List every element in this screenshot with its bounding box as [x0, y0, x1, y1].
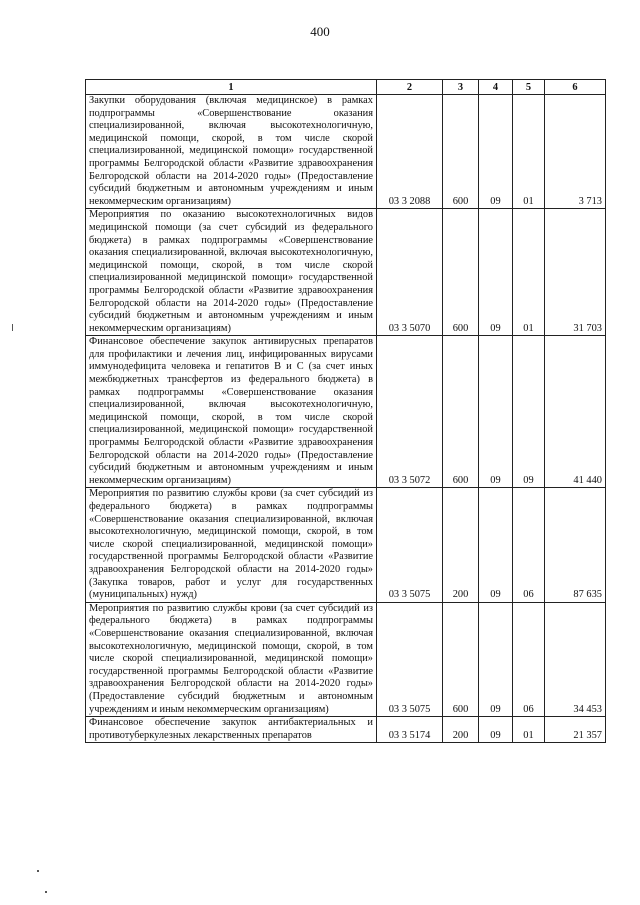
row-target-code: 03 3 5070 — [377, 209, 443, 336]
row-target-code: 03 3 5075 — [377, 602, 443, 716]
table-row — [86, 717, 606, 743]
row-target-code: 03 3 5072 — [377, 336, 443, 488]
row-section: 09 — [479, 209, 513, 336]
scan-mark — [37, 870, 39, 872]
row-section: 09 — [479, 336, 513, 488]
row-subsection: 01 — [513, 717, 545, 743]
scan-mark — [12, 324, 13, 331]
row-section: 09 — [479, 717, 513, 743]
row-expense-type: 200 — [443, 488, 479, 602]
row-subsection: 01 — [513, 95, 545, 209]
row-description: Закупки оборудования (включая медицинское) в рамках подпрограммы «Совершенствование оказания специализированной, включая высокотехнологичную, медицинской помощи, скорой, в том числе скорой специализированной, медицинской помощи» государственной программы Белгородской области «Развитие здравоохранения Белгородской области на 2014-2020 годы» (Предоставление субсидий бюджетным и автономным учреждениям и иным некоммерческим организациям) — [86, 95, 377, 209]
table-row — [86, 336, 606, 488]
column-header: 6 — [545, 80, 606, 95]
row-section: 09 — [479, 602, 513, 716]
row-subsection: 09 — [513, 336, 545, 488]
row-target-code: 03 3 5075 — [377, 488, 443, 602]
row-section: 09 — [479, 488, 513, 602]
row-amount: 34 453 — [545, 602, 606, 716]
row-expense-type: 600 — [443, 95, 479, 209]
row-expense-type: 600 — [443, 602, 479, 716]
row-amount: 21 357 — [545, 717, 606, 743]
row-subsection: 06 — [513, 602, 545, 716]
table-header-row — [86, 80, 606, 95]
table-row — [86, 602, 606, 716]
row-subsection: 06 — [513, 488, 545, 602]
row-amount: 41 440 — [545, 336, 606, 488]
column-header: 2 — [377, 80, 443, 95]
column-header: 5 — [513, 80, 545, 95]
row-description: Мероприятия по оказанию высокотехнологичных видов медицинской помощи (за счет субсидий из федерального бюджета) в рамках подпрограммы «Совершенствование оказания специализированной, включая высокотехнологичную, медицинской помощи, скорой, в том числе скорой специализированной медицинской помощи» государственной программы Белгородской области «Развитие здравоохранения Белгородской области на 2014-2020 годы» (Предоставление субсидий бюджетным и автономным учреждениям и иным некоммерческим организациям) — [86, 209, 377, 336]
row-target-code: 03 3 5174 — [377, 717, 443, 743]
column-header: 1 — [86, 80, 377, 95]
column-header: 3 — [443, 80, 479, 95]
budget-table — [85, 79, 606, 743]
row-expense-type: 600 — [443, 209, 479, 336]
table-row — [86, 488, 606, 602]
row-subsection: 01 — [513, 209, 545, 336]
row-expense-type: 200 — [443, 717, 479, 743]
scan-mark — [45, 891, 47, 893]
row-amount: 31 703 — [545, 209, 606, 336]
row-description: Мероприятия по развитию службы крови (за счет субсидий из федерального бюджета) в рамках подпрограммы «Совершенствование оказания специализированной, включая высокотехнологичную, медицинской помощи, скорой, в том числе скорой специализированной, медицинской помощи» государственной программы Белгородской области «Развитие здравоохранения Белгородской области на 2014-2020 годы» (Закупка товаров, работ и услуг для государственных (муниципальных) нужд) — [86, 488, 377, 602]
row-description: Финансовое обеспечение закупок антибактериальных и противотуберкулезных лекарственных препаратов — [86, 717, 377, 743]
page-number: 400 — [310, 24, 330, 39]
table-row — [86, 209, 606, 336]
row-section: 09 — [479, 95, 513, 209]
row-description: Финансовое обеспечение закупок антивирусных препаратов для профилактики и лечения лиц, инфицированных вирусами иммунодефицита человека и гепатитов В и С (за счет иных межбюджетных трансфертов из федерального бюджета) в рамках подпрограммы «Совершенствование оказания специализированной, включая высокотехнологичную, медицинской помощи, скорой, в том числе скорой специализированной, медицинской помощи» государственной программы Белгородской области «Развитие здравоохранения Белгородской области на 2014-2020 годы» (Предоставление субсидий бюджетным и автономным учреждениям и иным некоммерческим организациям) — [86, 336, 377, 488]
row-expense-type: 600 — [443, 336, 479, 488]
row-target-code: 03 3 2088 — [377, 95, 443, 209]
row-description: Мероприятия по развитию службы крови (за счет субсидий из федерального бюджета) в рамках подпрограммы «Совершенствование оказания специализированной, включая высокотехнологичную, медицинской помощи, скорой, в том числе скорой специализированной, медицинской помощи» государственной программы Белгородской области «Развитие здравоохранения Белгородской области на 2014-2020 годы» (Предоставление субсидий бюджетным и автономным учреждениям и иным некоммерческим организациям) — [86, 602, 377, 716]
table-row — [86, 95, 606, 209]
row-amount: 87 635 — [545, 488, 606, 602]
column-header: 4 — [479, 80, 513, 95]
row-amount: 3 713 — [545, 95, 606, 209]
